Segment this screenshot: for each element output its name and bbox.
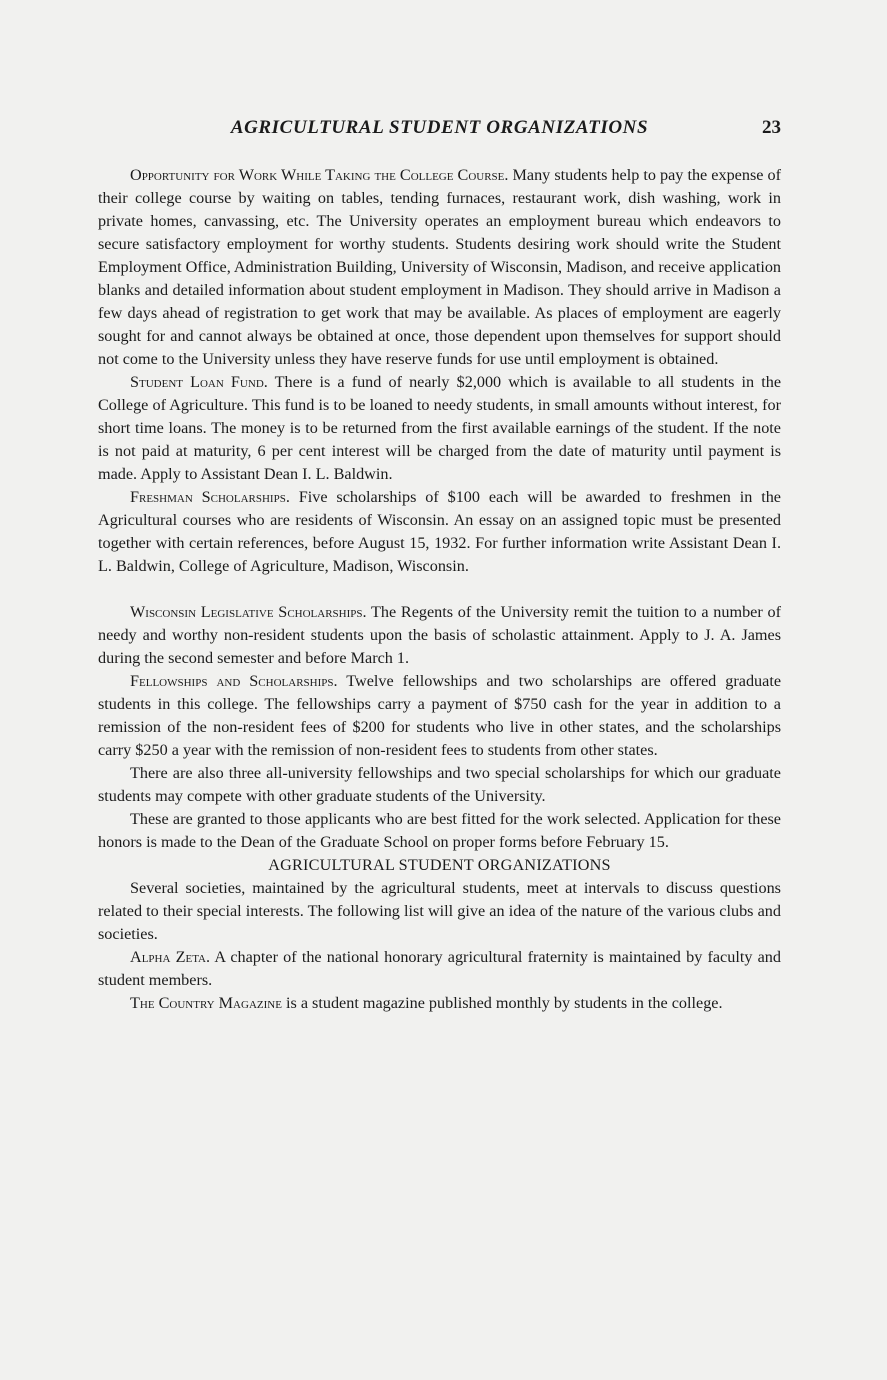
paragraph-country-magazine [98, 992, 781, 1015]
running-header [98, 117, 781, 143]
paragraph-lead: Wisconsin Legislative Scholarships. [130, 603, 367, 621]
paragraph-application-honors [98, 808, 781, 854]
paragraph-text: Five scholarships of $100 each will be awarded to freshmen in the Agricultural courses who are residents of Wisconsin. An essay on an assigned topic must be presented together with certain references, before August 15, 1932. For further information write Assistant Dean I. L. Baldwin, College of Agriculture, Madison, Wisconsin. [98, 488, 781, 575]
paragraph-text: Many students help to pay the expense of their college course by waiting on tables, tending furnaces, restaurant work, dish washing, work in private homes, canvassing, etc. The University operates an employment bureau which endeavors to secure satisfactory employment for worthy students. Students desiring work should write the Student Employment Office, Administration Building, University of Wisconsin, Madison, and receive application blanks and detailed information about student employment in Madison. They should arrive in Madison a few days ahead of registration to get work that may be available. As places of employment are eagerly sought for and cannot always be obtained at once, those dependent upon themselves for support should not come to the University unless they have reserve funds for use until employment is obtained. [98, 166, 782, 368]
paragraph-text: A chapter of the national honorary agricultural fraternity is maintained by faculty and student members. [98, 948, 781, 989]
paragraph-text: There are also three all-university fellowships and two special scholarships for which our graduate students may compete with other graduate students of the University. [98, 764, 781, 805]
paragraph-lead: The Country Magazine [130, 994, 282, 1012]
paragraph-freshman-scholarships [98, 486, 781, 578]
paragraph-all-university-fellowships [98, 762, 781, 808]
running-title: AGRICULTURAL STUDENT ORGANIZATIONS [230, 117, 649, 138]
body-text [98, 164, 781, 1015]
paragraph-lead: Fellowships and Scholarships. [130, 672, 338, 690]
paragraph-text: These are granted to those applicants who are best fitted for the work selected. Application for these honors is made to the Dean of the Graduate School on proper forms before February 15. [98, 810, 781, 851]
paragraph-text: Twelve fellowships and two scholarships are offered graduate students in this college. The fellowships carry a payment of $750 cash for the year in addition to a remission of the non-resident fees of $200 for students who live in other states, and the scholarships carry $250 a year with the remission of non-resident fees to students from other states. [98, 672, 782, 759]
paragraph-lead: Freshman Scholarships. [130, 488, 290, 506]
paragraph-alpha-zeta [98, 946, 781, 992]
paragraph-societies [98, 877, 781, 946]
paragraph-lead: Student Loan Fund. [130, 373, 268, 391]
paragraph-lead: Opportunity for Work While Taking the College Course. [130, 166, 509, 184]
paragraph-work-opportunity [98, 164, 781, 371]
paragraph-text: Several societies, maintained by the agricultural students, meet at intervals to discuss questions related to their special interests. The following list will give an idea of the nature of the various clubs and societies. [98, 879, 781, 943]
paragraph-text: The Regents of the University remit the tuition to a number of needy and worthy non-resident students upon the basis of scholastic attainment. Apply to J. A. James during the second semester and before March 1. [98, 603, 781, 667]
section-heading: AGRICULTURAL STUDENT ORGANIZATIONS [268, 856, 611, 874]
paragraph-loan-fund [98, 371, 781, 486]
paragraph-legislative-scholarships [98, 601, 781, 670]
page-number: 23 [762, 117, 781, 138]
paragraph-gap [98, 578, 781, 601]
paragraph-text: is a student magazine published monthly by students in the college. [281, 994, 723, 1012]
paragraph-lead: Alpha Zeta. [130, 948, 211, 966]
paragraph-text: There is a fund of nearly $2,000 which is available to all students in the College of Agriculture. This fund is to be loaned to needy students, in small amounts without interest, for short time loans. The money is to be returned from the first available earnings of the student. If the note is not paid at maturity, 6 per cent interest will be charged from the date of maturity until payment is made. Apply to Assistant Dean I. L. Baldwin. [98, 373, 782, 483]
paragraph-fellowships [98, 670, 781, 762]
